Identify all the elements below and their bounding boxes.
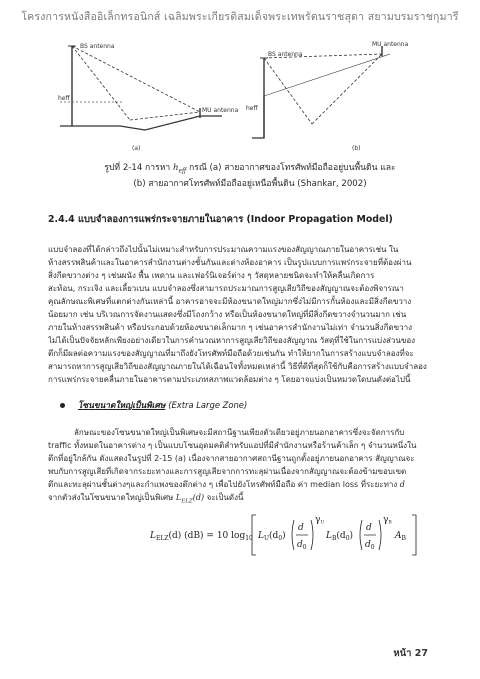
heff-diagram-svg: [50, 38, 430, 156]
figure-heff-diagram: [50, 38, 430, 156]
paragraph-1-line: ไม่ได้เป็นปัจจัยหลักเพียงอย่างเดียวในการคำนวณหาการสูญเสียวิถีของสัญญาณ วัสดุที่ใช้ในการแบ่งส่วนของ: [48, 336, 416, 345]
svg-text:d0: $d_0$: [297, 540, 307, 551]
bs-antenna-label-b: BS antenna: [268, 51, 303, 58]
paren-open-1: [292, 520, 294, 550]
bullet-eng-label: (Extra Large Zone): [168, 400, 248, 410]
page-number: หน้า 27: [393, 648, 428, 659]
panel-b: [246, 41, 409, 152]
paragraph-1-line: ตึกก็มีผลต่อความแรงของสัญญาณที่มาถึงยังโทรศัพท์มือถือด้วยเช่นกัน ทำให้ยากในการสร้างแบบจำลองที่จะ: [48, 349, 414, 358]
reflect-ray-b1: [264, 58, 312, 124]
paragraph-1-line: แบบจำลองที่ได้กล่าวถึงไปนั้นไม่เหมาะสำหรับการประมาณความแรงของสัญญาณภายในอาคารเช่น ใน: [48, 245, 399, 254]
svg-text:LU(d0): $L_U(d_0)$: [258, 531, 286, 542]
svg-text:γU: γU: [315, 515, 325, 526]
svg-text:γB: γB: [383, 515, 392, 526]
heff-label-b: heff: [246, 105, 258, 112]
h-symbol: $h_{eff}$: [172, 163, 187, 175]
equation-lelz: [150, 510, 420, 560]
reflect-ray-b2: [312, 54, 382, 124]
svg-text:LELZ(d) (dB) = 10 log10: $L_{ELZ}(d) (dB) = 10$ $\log_{10}$: [150, 531, 253, 542]
reflect-ray-a1: [72, 46, 130, 120]
equation-svg: [150, 510, 420, 560]
mu-antenna-label-a: MU antenna: [202, 107, 239, 114]
svg-text:d: d: [298, 523, 304, 533]
right-bracket: [412, 515, 416, 555]
bullet-dot-icon: [60, 403, 65, 408]
paragraph-2-last-line: จากตัวส่งในโซนขนาดใหญ่เป็นพิเศษ $L_{ELZ}(d)$ จะเป็นดังนี้: [48, 493, 244, 505]
panel-a: [58, 43, 239, 152]
paragraph-2-line: พบกับการสูญเสียที่เกิดจากระยะทางและการสูญเสียจากการทะลุผ่านเนื่องจากสัญญาณจะต้องข้ามขอบเขต: [48, 467, 407, 476]
bs-antenna-label-a: BS antenna: [80, 43, 115, 50]
figure-caption: [60, 162, 440, 191]
paragraph-1-line: ภายในห้างสรรพสินค้า หรือประกอบด้วยห้องขนาดเล็กมาก ๆ เช่นอาคารสำนักงานไม่เท่า จำนวนสิ่งกีดขวาง: [48, 323, 412, 332]
terrain-a: [60, 116, 222, 130]
svg-text:d0: $d_0$: [365, 540, 375, 551]
paragraph-1: [48, 243, 432, 386]
mu-antenna-label-b: MU antenna: [372, 41, 409, 48]
bullet-extra-large-zone: [60, 398, 247, 412]
paragraph-1-line: สิ่งกีดขวางต่าง ๆ เช่นผนัง พื้น เพดาน และเฟอร์นิเจอร์ต่าง ๆ วัสดุหลายชนิดจะทำให้คลื่นเกิดการ: [48, 271, 375, 280]
terrain-base-b: [252, 96, 264, 138]
paren-close-2: [379, 520, 381, 550]
paren-open-2: [360, 520, 362, 550]
paragraph-1-line: สะท้อน, กระเจิง และเลี้ยวเบน แบบจำลองซึ่งสามารถประมาณการสูญเสียวิถีของสัญญาณจะต้องพิจารณา: [48, 284, 404, 293]
caption-line-1: [60, 162, 440, 178]
direct-ray-a: [72, 46, 200, 112]
panel-label-b: (b): [352, 145, 361, 152]
paragraph-1-line: สามารถหาการสูญเสียวิถีของสัญญาณภายในได้เฉือนใจทั้งหมดเหล่านี้ วิธีที่ดีที่สุดก็ใช้กับคือการสร้างแบบจำลอง: [48, 362, 427, 371]
panel-label-a: (a): [132, 145, 141, 152]
section-title: 2.4.4 แบบจำลองการแพร่กระจายภายในอาคาร (Indoor Propagation Model): [48, 214, 393, 225]
svg-text:LB(d0): $L_B(d_0)$: [326, 531, 354, 542]
caption-line-2: (b) สายอากาศโทรศัพท์มือถืออยู่เหนือพื้นดิน (Shankar, 2002): [133, 178, 367, 189]
svg-text:d: d: [366, 523, 372, 533]
paren-close-1: [311, 520, 313, 550]
terrain-slope-b: [264, 54, 390, 96]
paragraph-1-line: ห้างสรรพสินค้าและในอาคารสำนักงานต่างชั้นกันและต่างห้องอาคาร เป็นรูปแบบการแพร่กระจายที่ต้องผ่าน: [48, 258, 412, 267]
paragraph-2-line: ลักษณะของโซนขนาดใหญ่เป็นพิเศษจะมีสถานีฐานเพียงตัวเดียวอยู่ภายนอกอาคารซึ่งจะจัดการกับ: [74, 428, 405, 437]
paragraph-2-line: ตึกและทะลุผ่านชั้นต่างๆและกำแพงของตึกต่าง ๆ เพื่อไปยังโทรศัพท์มือถือ ค่า median loss ที่ระยะทาง d: [48, 480, 405, 489]
inline-d-symbol: d: [397, 480, 405, 489]
paragraph-2-line: traffic ทั้งหมดในอาคารต่าง ๆ เป็นแบบโซนอุดมคติสำหรับแอปที่มีสำนักงานหรือร้านค้าเล็ก ๆ จำนวนหนึ่งใน: [48, 441, 417, 450]
bullet-thai-label: โซนขนาดใหญ่เป็นพิเศษ: [77, 400, 166, 410]
caption-prefix: รูปที่ 2-14 การหา: [104, 163, 171, 173]
running-header: โครงการหนังสืออิเล็กทรอนิกส์ เฉลิมพระเกียรติสมเด็จพระเทพรัตนราชสุดา สยามบรมราชกุมารี: [21, 11, 459, 23]
paragraph-2-line: ตึกที่อยู่ใกล้กัน ดังแสดงในรูปที่ 2-15 (a) เนื่องจากสายอากาศสถานีฐานถูกตั้งอยู่ภายนอกอาคาร สัญญาณจะ: [48, 454, 415, 463]
caption-suffix: กรณี (a) สายอากาศของโทรศัพท์มือถืออยู่บนพื้นดิน และ: [189, 163, 396, 173]
paragraph-1-line: คุณลักษณะพิเศษที่แตกต่างกันเหล่านี้ อาคารอาจจะมีห้องขนาดใหญ่มากซึ่งไม่มีการกั้นห้องและมีสิ่งกีดขวาง: [48, 297, 412, 306]
paragraph-1-line: น้อยมาก เช่น บริเวณการจัดงานแสดงซึ่งมีโถงกว้าง หรือเป็นห้องขนาดใหญ่ที่มีสิ่งกีดขวางจำนวนมาก เช่น: [48, 310, 407, 319]
paragraph-1-line: การแพร่กระจายคลื่นภายในอาคารตามประเภทสภาพแวดล้อมต่าง ๆ โดยอาจแบ่งเป็นหมวดใดบนดังต่อไปนี้: [48, 375, 411, 384]
inline-L-symbol: $L_{ELZ}(d)$: [175, 493, 205, 505]
svg-text:AB: $A_B$: [395, 531, 406, 542]
paragraph-2: [48, 426, 432, 509]
heff-label-a: heff: [58, 95, 70, 102]
